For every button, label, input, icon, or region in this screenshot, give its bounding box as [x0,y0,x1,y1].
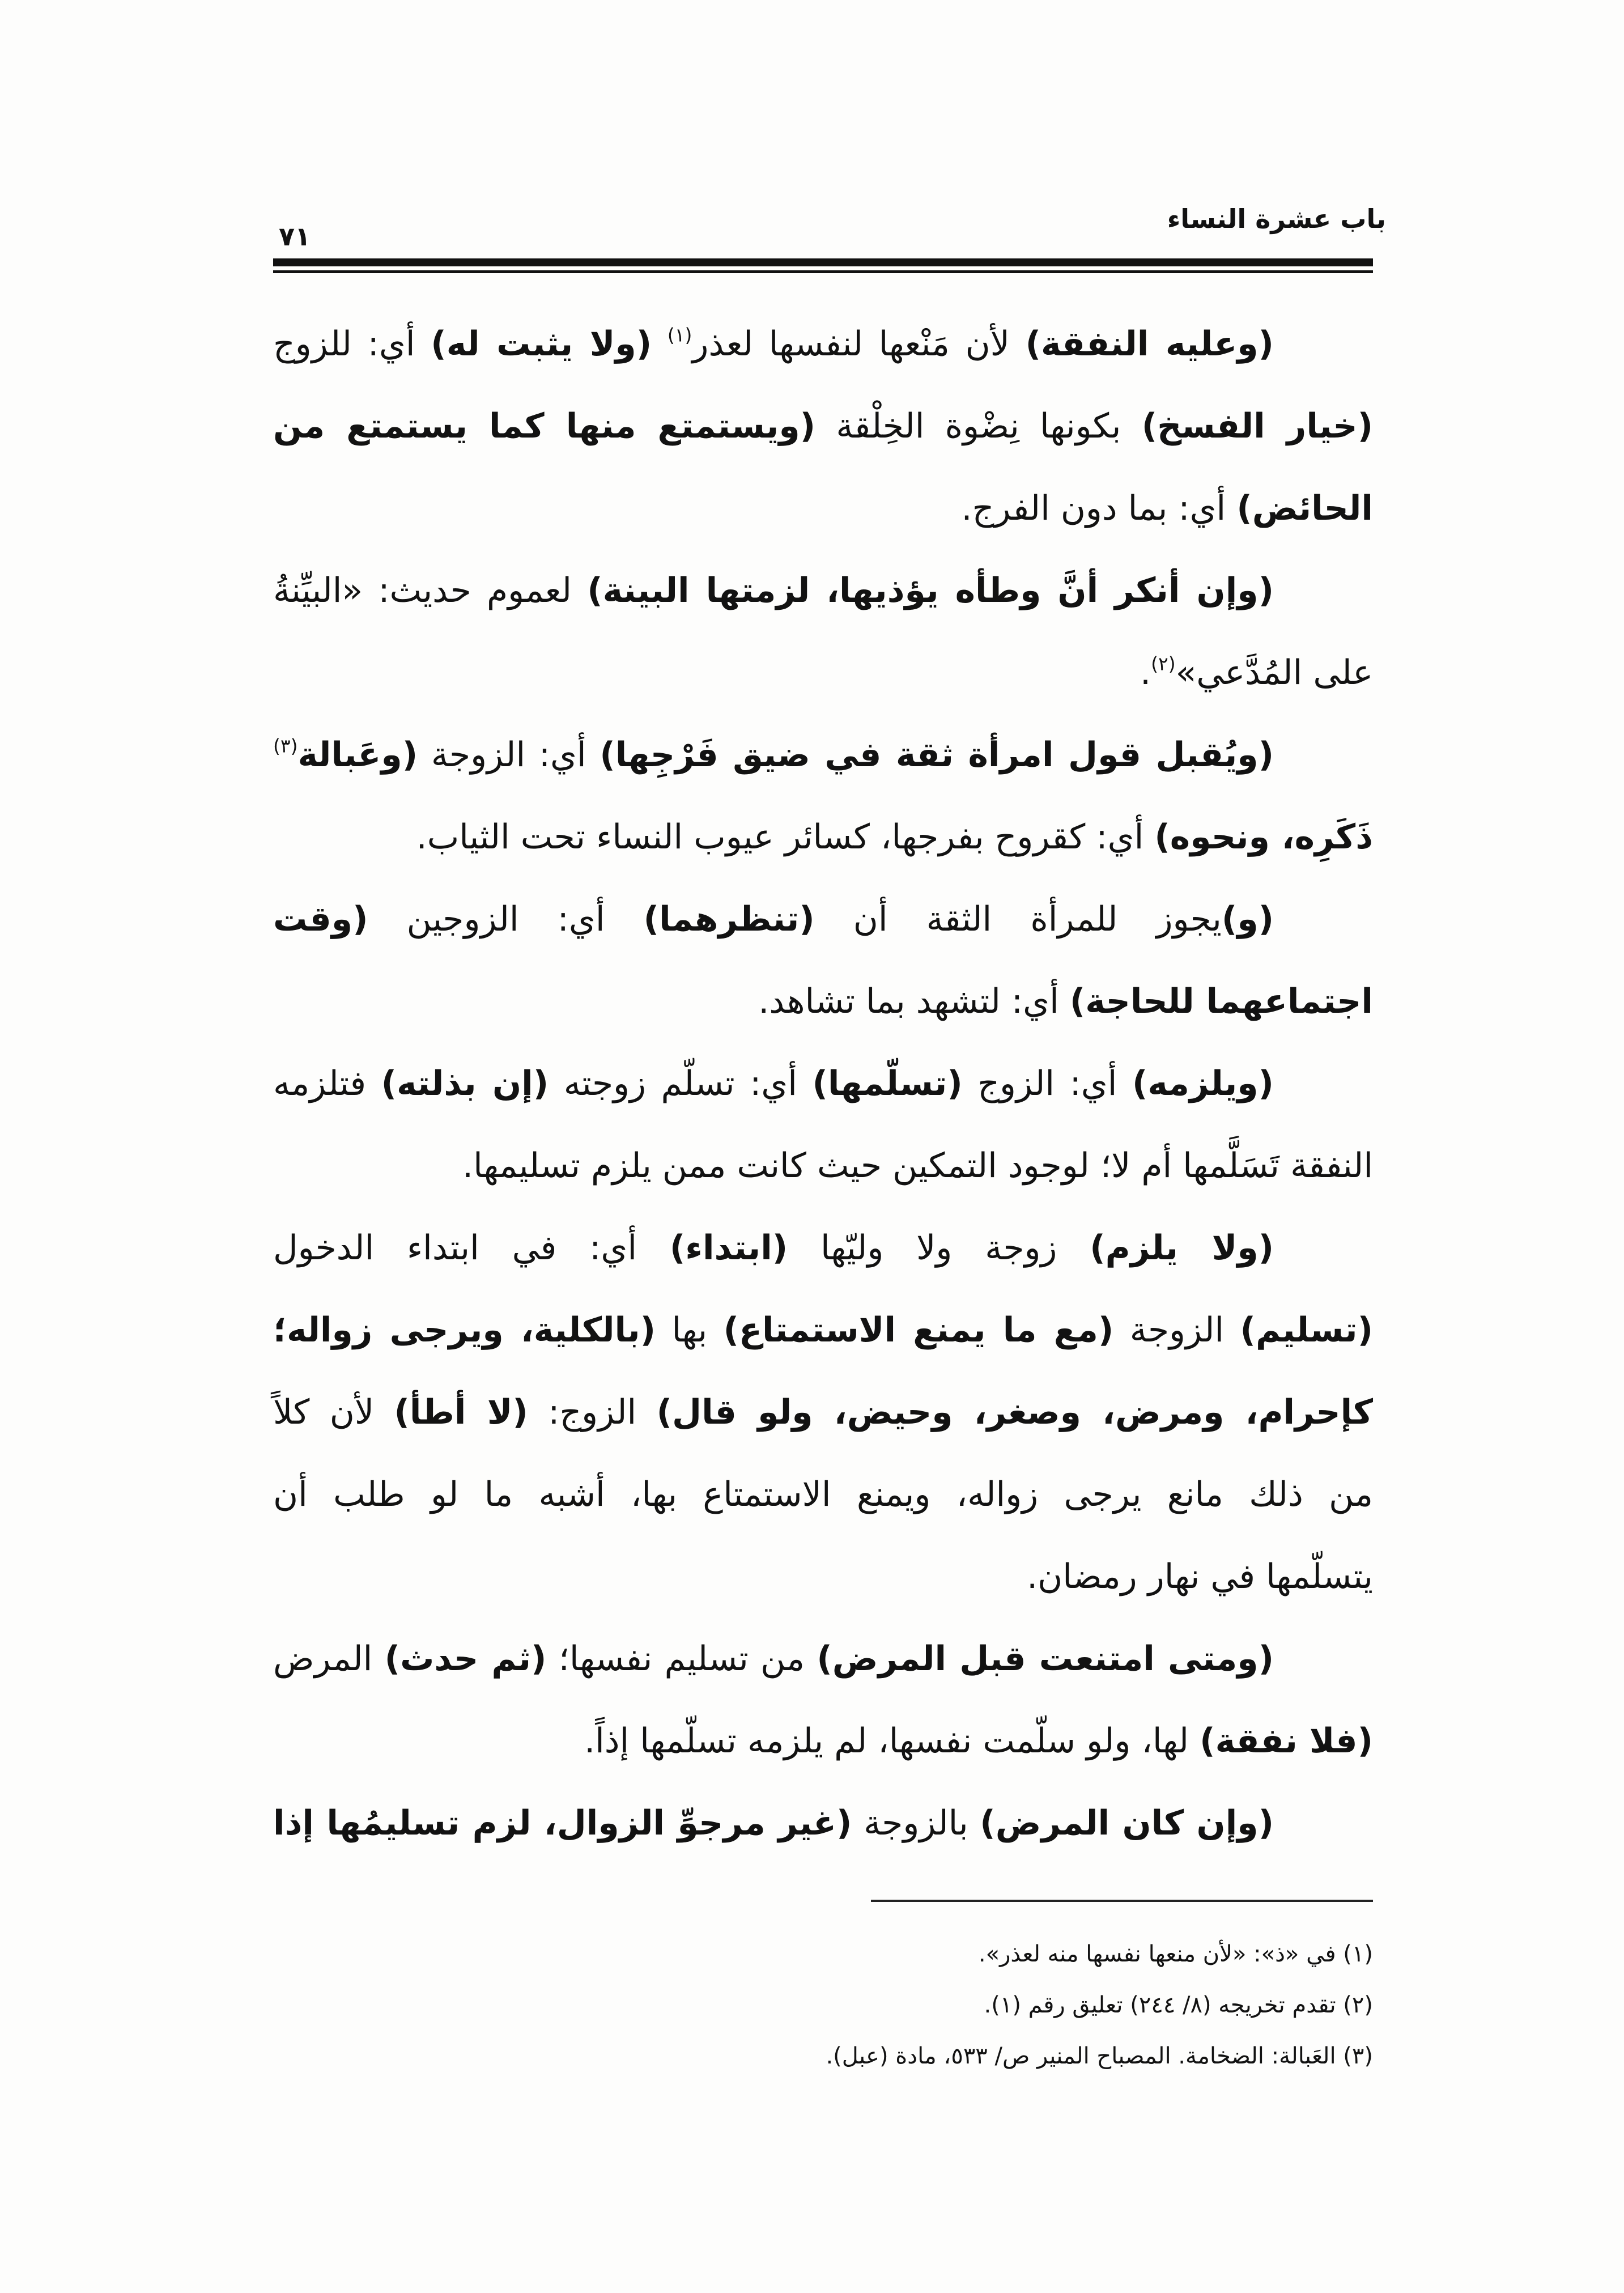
matn-segment: (ويستمتع منها كما يستمتع من [273,406,816,446]
commentary-segment: الزوج: [548,1392,637,1432]
text-line-14 [273,1371,1373,1454]
footnote-number: (٢) [1343,1992,1373,2018]
matn-segment: الحائض) [1236,489,1373,528]
matn-segment: (ويُقبل قول امرأة ثقة في ضيق فَرْجِها) [600,735,1274,775]
matn-segment: كإحرام، ومرض، وصغر، وحيض، ولو قال) [656,1392,1373,1432]
commentary-segment: النفقة تَسَلَّمها أم لا؛ لوجود التمكين حيث كانت ممن يلزم تسليمها. [462,1146,1373,1186]
text-line-17 [273,1618,1373,1700]
commentary-segment: الزوجة [1129,1310,1225,1350]
commentary-segment: لها، ولو سلّمت نفسها، لم يلزمه تسلّمها إذاً. [584,1721,1189,1761]
text-line-11 [273,1125,1373,1207]
footnote-marker-3: (٣) [273,734,298,757]
matn-segment: (غير مرجوِّ الزوال، لزم تسليمُها إذا [273,1803,852,1843]
footnote-text: العَبالة: الضخامة. المصباح المنير ص/ ٥٣٣، مادة (عبل). [826,2043,1336,2069]
footnote-1 [273,1929,1373,1980]
matn-segment: (تسلّمها) [812,1064,963,1103]
commentary-segment: على المُدَّعي» [1175,653,1373,693]
matn-segment: (تنظرهما) [643,899,815,939]
commentary-segment: يتسلّمها في نهار رمضان. [1027,1557,1373,1596]
commentary-segment: . [1140,653,1151,693]
commentary-segment: أي: لتشهد بما تشاهد. [758,982,1059,1021]
text-line-15 [273,1454,1373,1536]
commentary-segment: المرض [273,1639,373,1679]
matn-segment: (فلا نفقة) [1200,1721,1373,1761]
commentary-segment: بها [671,1310,708,1350]
matn-segment: (ويلزمه) [1132,1064,1274,1103]
commentary-segment: فتلزمه [273,1064,367,1103]
text-line-12 [273,1207,1373,1289]
commentary-segment: من ذلك مانع يرجى زواله، ويمنع الاستمتاع بها، أشبه ما لو طلب أن [273,1475,1373,1514]
footnote-text: في «ذ»: «لأن منعها نفسها منه لعذر». [978,1941,1336,1967]
text-line-5 [273,632,1373,714]
chapter-title: باب عشرة النساء [1167,203,1386,234]
commentary-segment: بالزوجة [864,1803,968,1843]
matn-segment: اجتماعهما للحاجة) [1069,982,1373,1021]
matn-segment: (لا أطأ) [394,1392,528,1432]
footnote-2 [273,1980,1373,2031]
matn-segment: ذَكَرِه، ونحوه) [1154,817,1373,857]
commentary-segment: بكونها نِضْوة الخِلْقة [836,406,1121,446]
matn-segment: (بالكلية، ويرجى زواله؛ [273,1310,656,1350]
matn-segment: (وقت [273,899,368,939]
footnote-text: تقدم تخريجه (٨/ ٢٤٤) تعليق رقم (١). [984,1992,1336,2018]
text-line-4 [273,550,1373,632]
commentary-segment: أي: تسلّم زوجته [563,1064,797,1103]
commentary-segment: أي: بما دون الفرج. [961,489,1226,528]
text-line-7 [273,796,1373,878]
commentary-segment: أي: الزوجين [406,899,605,939]
text-line-19 [273,1782,1373,1865]
header-rule-thick [273,258,1373,266]
text-line-3 [273,468,1373,550]
footnote-number: (٣) [1343,2043,1373,2069]
matn-segment: (وإن أنكر أنَّ وطأه يؤذيها، لزمتها البينة) [587,571,1274,610]
footnote-separator [871,1900,1373,1902]
text-line-6 [273,714,1373,796]
footnotes [273,1929,1373,2082]
commentary-segment: أي: كقروح بفرجها، كسائر عيوب النساء تحت الثياب. [416,817,1144,857]
text-line-10 [273,1043,1373,1125]
main-text [273,303,1373,1865]
commentary-segment: أي: للزوج [273,324,415,364]
footnote-marker-2: (٢) [1151,652,1176,675]
text-line-1 [273,303,1373,385]
matn-segment: (تسليم) [1240,1310,1374,1350]
footnote-marker-1: (١) [667,324,692,346]
matn-segment: (ومتى امتنعت قبل المرض) [817,1639,1274,1679]
text-line-13 [273,1289,1373,1371]
matn-segment: (خيار الفسخ) [1141,406,1374,446]
commentary-segment: أي: الزوجة [431,735,586,775]
page-number: ٧١ [279,221,311,252]
commentary-segment: لأن مَنْعها لنفسها لعذر [692,324,1010,364]
matn-segment: (ولا يثبت له) [431,324,652,364]
footnote-number: (١) [1343,1941,1373,1967]
matn-segment: (إن بذلته) [381,1064,549,1103]
commentary-segment: لعموم حديث: «البيِّنةُ [273,571,572,610]
matn-segment: (ولا يلزم) [1090,1228,1274,1268]
footnote-3 [273,2031,1373,2082]
matn-segment: (وعليه النفقة) [1025,324,1274,364]
text-line-8 [273,878,1373,961]
matn-segment: (ابتداء) [669,1228,788,1268]
commentary-segment: لأن كلاً [273,1392,375,1432]
matn-segment: (مع ما يمنع الاستمتاع) [723,1310,1114,1350]
text-line-18 [273,1700,1373,1782]
commentary-segment: أي: في ابتداء الدخول [273,1228,637,1268]
header-rule-thin [273,270,1373,273]
commentary-segment: أي: الزوج [977,1064,1117,1103]
commentary-segment: زوجة ولا وليّها [820,1228,1057,1268]
text-line-16 [273,1536,1373,1618]
matn-segment: (وإن كان المرض) [980,1803,1274,1843]
matn-segment: (وعَبالة [297,735,418,775]
text-line-9 [273,961,1373,1043]
text-line-2 [273,385,1373,468]
matn-segment: (و) [1221,899,1274,939]
commentary-segment: يجوز للمرأة الثقة أن [853,899,1222,939]
matn-segment: (ثم حدث) [384,1639,547,1679]
commentary-segment: من تسليم نفسها؛ [558,1639,805,1679]
